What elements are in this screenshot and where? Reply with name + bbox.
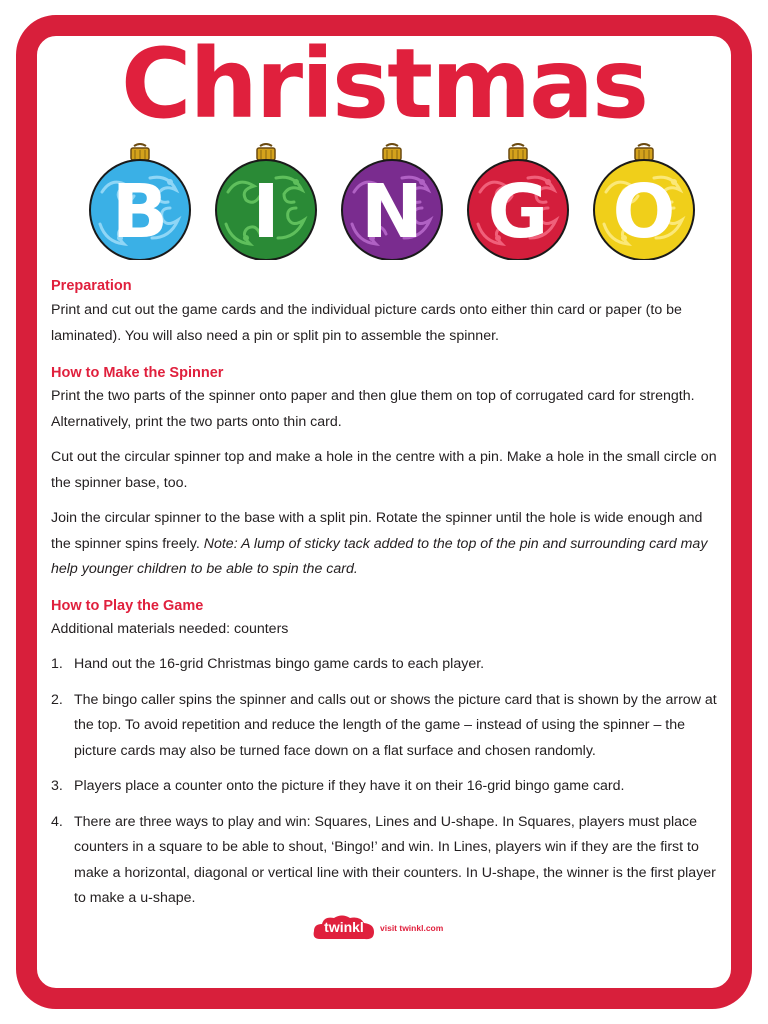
visit-link[interactable]: visit twinkl.com (380, 923, 444, 933)
instructions (51, 276, 723, 912)
bauble-n (332, 142, 452, 260)
preparation-heading: Preparation (51, 278, 132, 294)
step-number: 2. (51, 691, 63, 708)
play-heading: How to Play the Game (51, 597, 204, 614)
bauble-b (80, 142, 200, 260)
bauble-letter: G (487, 169, 549, 255)
twinkl-logo-text: twinkl (324, 919, 364, 935)
bauble-g (458, 142, 578, 260)
play-steps (51, 652, 723, 912)
step-number: 3. (51, 778, 63, 794)
step-text: Hand out the 16-grid Christmas bingo game cards to each player. (74, 656, 485, 672)
list-item (51, 652, 723, 678)
spinner-note: Note: A lump of sticky tack added to the top of the pin and surrounding card may help younger children to be able to spin the card. (51, 535, 708, 577)
footer (312, 913, 472, 945)
preparation-text: Print and cut out the game cards and the individual picture cards onto either thin card or paper (to be laminated). You will also need a pin or split pin to assemble the spinner. (51, 302, 682, 344)
spinner-text-1: Print the two parts of the spinner onto paper and then glue them on top of corrugated card for strength. Alternatively, print the two parts onto thin card. (51, 388, 695, 430)
step-text: The bingo caller spins the spinner and calls out or shows the picture card that is shown by the arrow at the top. To avoid repetition and reduce the length of the game – instead of using the spinner – the picture cards may also be turned face down on a flat surface and chosen randomly. (74, 691, 717, 759)
bingo-baubles (0, 142, 768, 260)
step-number: 4. (51, 813, 63, 830)
page-title: Christmas (120, 28, 648, 140)
spinner-text-3-main: Join the circular spinner to the base with a split pin. Rotate the spinner until the hole is wide enough and the spinner spins freely. (51, 510, 703, 552)
list-item (51, 810, 723, 912)
bauble-i (206, 142, 326, 260)
spinner-text-2: Cut out the circular spinner top and make a hole in the centre with a pin. Make a hole in the small circle on the spinner base, too. (51, 449, 717, 491)
spinner-heading: How to Make the Spinner (51, 365, 224, 381)
bauble-letter: I (252, 169, 280, 255)
step-text: Players place a counter onto the picture if they have it on their 16-grid bingo game card. (74, 778, 625, 794)
spinner-text-3 (51, 506, 723, 583)
bauble-letter: N (361, 169, 423, 255)
play-intro: Additional materials needed: counters (51, 620, 289, 637)
bauble-letter: O (612, 169, 676, 255)
list-item (51, 688, 723, 765)
bauble-letter: B (111, 169, 169, 255)
bauble-o (584, 142, 704, 260)
step-number: 1. (51, 656, 63, 672)
step-text: There are three ways to play and win: Squares, Lines and U-shape. In Squares, players must place counters in a square to be able to shout, ‘Bingo!’ and win. In Lines, players win if they are the first to make a horizontal, diagonal or vertical line with their counters. In U-shape, the winner is the first player to make a u-shape. (74, 813, 716, 906)
list-item (51, 774, 723, 800)
